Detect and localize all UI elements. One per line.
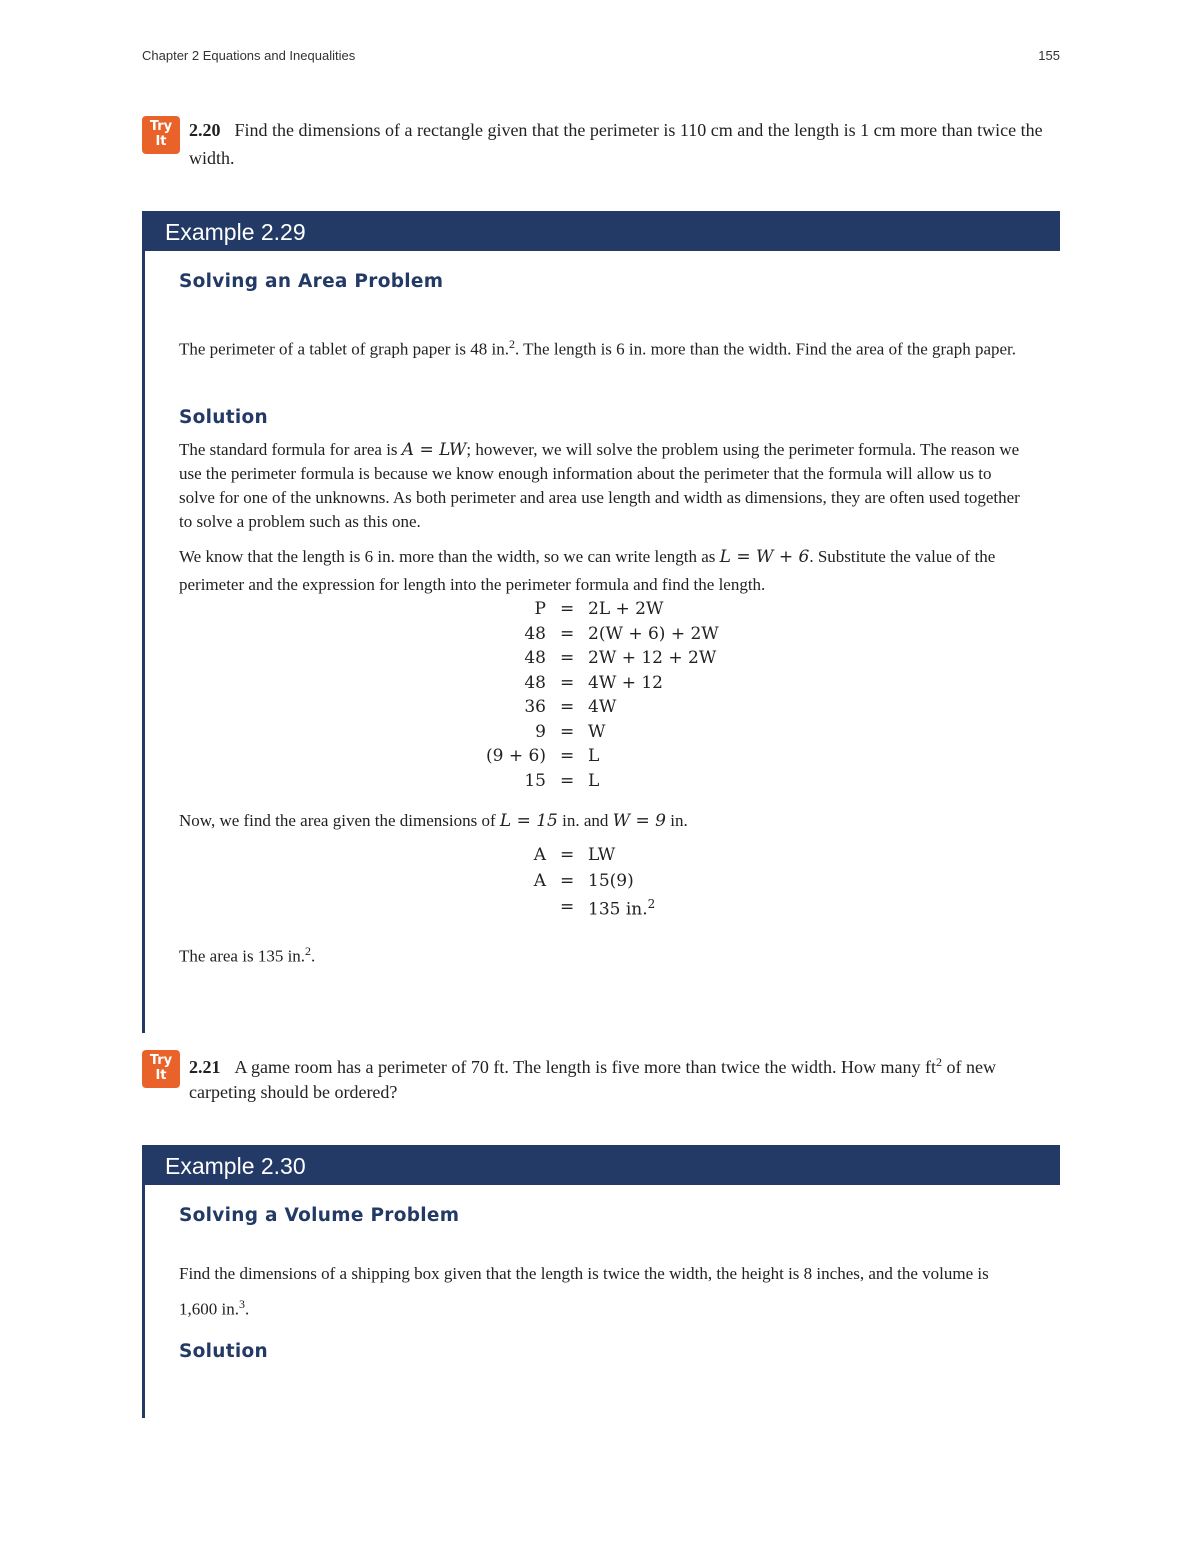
example-2-30 xyxy=(142,1145,1060,1362)
page-number: 155 xyxy=(1038,48,1060,63)
perimeter-eq-lhs: 48 xyxy=(524,648,546,668)
area-eq-sup: 2 xyxy=(647,897,656,911)
perimeter-eq-equals: = xyxy=(560,672,575,693)
perimeter-eq-rhs: 2(W + 6) + 2W xyxy=(588,623,719,644)
perimeter-eq-equals: = xyxy=(560,599,575,619)
perimeter-eq-lhs: 9 xyxy=(535,721,546,742)
perimeter-eq-lhs: 15 xyxy=(524,770,546,791)
area-eq-lhs: A xyxy=(533,871,546,891)
perimeter-eq-lhs: (9 + 6) xyxy=(486,746,546,766)
area-conclusion: The area is 135 in.$^2$. xyxy=(179,944,316,966)
perimeter-eq-rhs: 4W xyxy=(588,697,617,717)
problem-statement: Find the dimensions of a shipping box given that the length is twice the width, the height is 8 inches, and the volume is 1,600 in.$^3$. xyxy=(179,1264,989,1319)
problem-statement: The perimeter of a tablet of graph paper is 48 in.$^2$. The length is 6 in. more than the width. Find the area of the graph paper. xyxy=(179,337,1017,359)
example-banner: Example 2.30 xyxy=(142,1145,1060,1185)
perimeter-eq-rhs: 2L + 2W xyxy=(588,599,664,619)
try-it-icon: Try It xyxy=(142,116,180,154)
area-eq-rhs: 15(9) xyxy=(588,871,634,891)
perimeter-eq-equals: = xyxy=(560,623,575,644)
perimeter-eq-rhs: 4W + 12 xyxy=(588,672,663,693)
area-eq-rhs: LW xyxy=(588,845,616,865)
area-eq-lhs: A xyxy=(533,845,546,865)
perimeter-eq-equals: = xyxy=(560,697,575,717)
perimeter-eq-lhs: 48 xyxy=(524,672,546,693)
perimeter-eq-rhs: W xyxy=(588,721,606,742)
perimeter-eq-lhs: 48 xyxy=(524,623,546,644)
perimeter-eq-equals: = xyxy=(560,770,575,791)
chapter-title: Chapter 2 Equations and Inequalities xyxy=(142,48,356,63)
try-it-text: 2.21 A game room has a perimeter of 70 ft. The length is five more than twice the width. How many $ft^2$ of new carpeting should be ordered? xyxy=(189,1055,996,1102)
area-eq-equals: = xyxy=(560,871,575,891)
try-it-text xyxy=(189,116,1059,172)
example-banner: Example 2.29 xyxy=(142,211,1060,251)
area-intro: Now, we find the area given the dimensions of L = 15 in. and W = 9 in. xyxy=(179,811,688,831)
try-it-body: Find the dimensions of a rectangle given that the perimeter is 110 cm and the length is 1 cm more than twice the width. xyxy=(189,120,1043,168)
example-border xyxy=(142,1185,145,1418)
perimeter-equations xyxy=(142,599,1060,799)
try-it-number: 2.21 xyxy=(189,1057,221,1077)
perimeter-eq-equals: = xyxy=(560,746,575,766)
area-eq-equals: = xyxy=(560,845,575,865)
page-header xyxy=(142,48,1060,68)
solution-paragraph-1: The standard formula for area is A = LW; however, we will solve the problem using the perimeter formula. The reason we use the perimeter formula is because we know enough information about the perimeter that the formula will allow us to solve for one of the unknowns. As both perimeter and area use length and width as dimensions, they are often used together to solve a problem such as this one. xyxy=(179,440,1020,531)
area-eq-rhs: 135 in.$^2$ xyxy=(588,897,656,920)
example-title: Solving a Volume Problem xyxy=(179,1205,460,1226)
example-title: Solving an Area Problem xyxy=(179,271,444,292)
perimeter-eq-rhs: L xyxy=(588,746,600,766)
example-2-29 xyxy=(142,211,1060,966)
solution-heading: Solution xyxy=(179,1341,269,1362)
perimeter-eq-rhs: L xyxy=(588,770,600,791)
perimeter-eq-lhs: 36 xyxy=(524,697,546,717)
perimeter-eq-lhs: P xyxy=(534,599,546,619)
area-equations xyxy=(142,845,1060,935)
perimeter-eq-rhs: 2W + 12 + 2W xyxy=(588,648,717,668)
area-eq-equals: = xyxy=(560,897,575,917)
try-it-icon: Try It xyxy=(142,1050,180,1088)
perimeter-eq-equals: = xyxy=(560,648,575,668)
solution-heading: Solution xyxy=(179,407,269,428)
try-it-number: 2.20 xyxy=(189,120,221,140)
perimeter-eq-equals: = xyxy=(560,721,575,742)
solution-paragraph-2: We know that the length is 6 in. more than the width, so we can write length as L = W + 6. Substitute the value of the perimeter and the expression for length into the perimeter formula and find the length. xyxy=(179,547,996,594)
